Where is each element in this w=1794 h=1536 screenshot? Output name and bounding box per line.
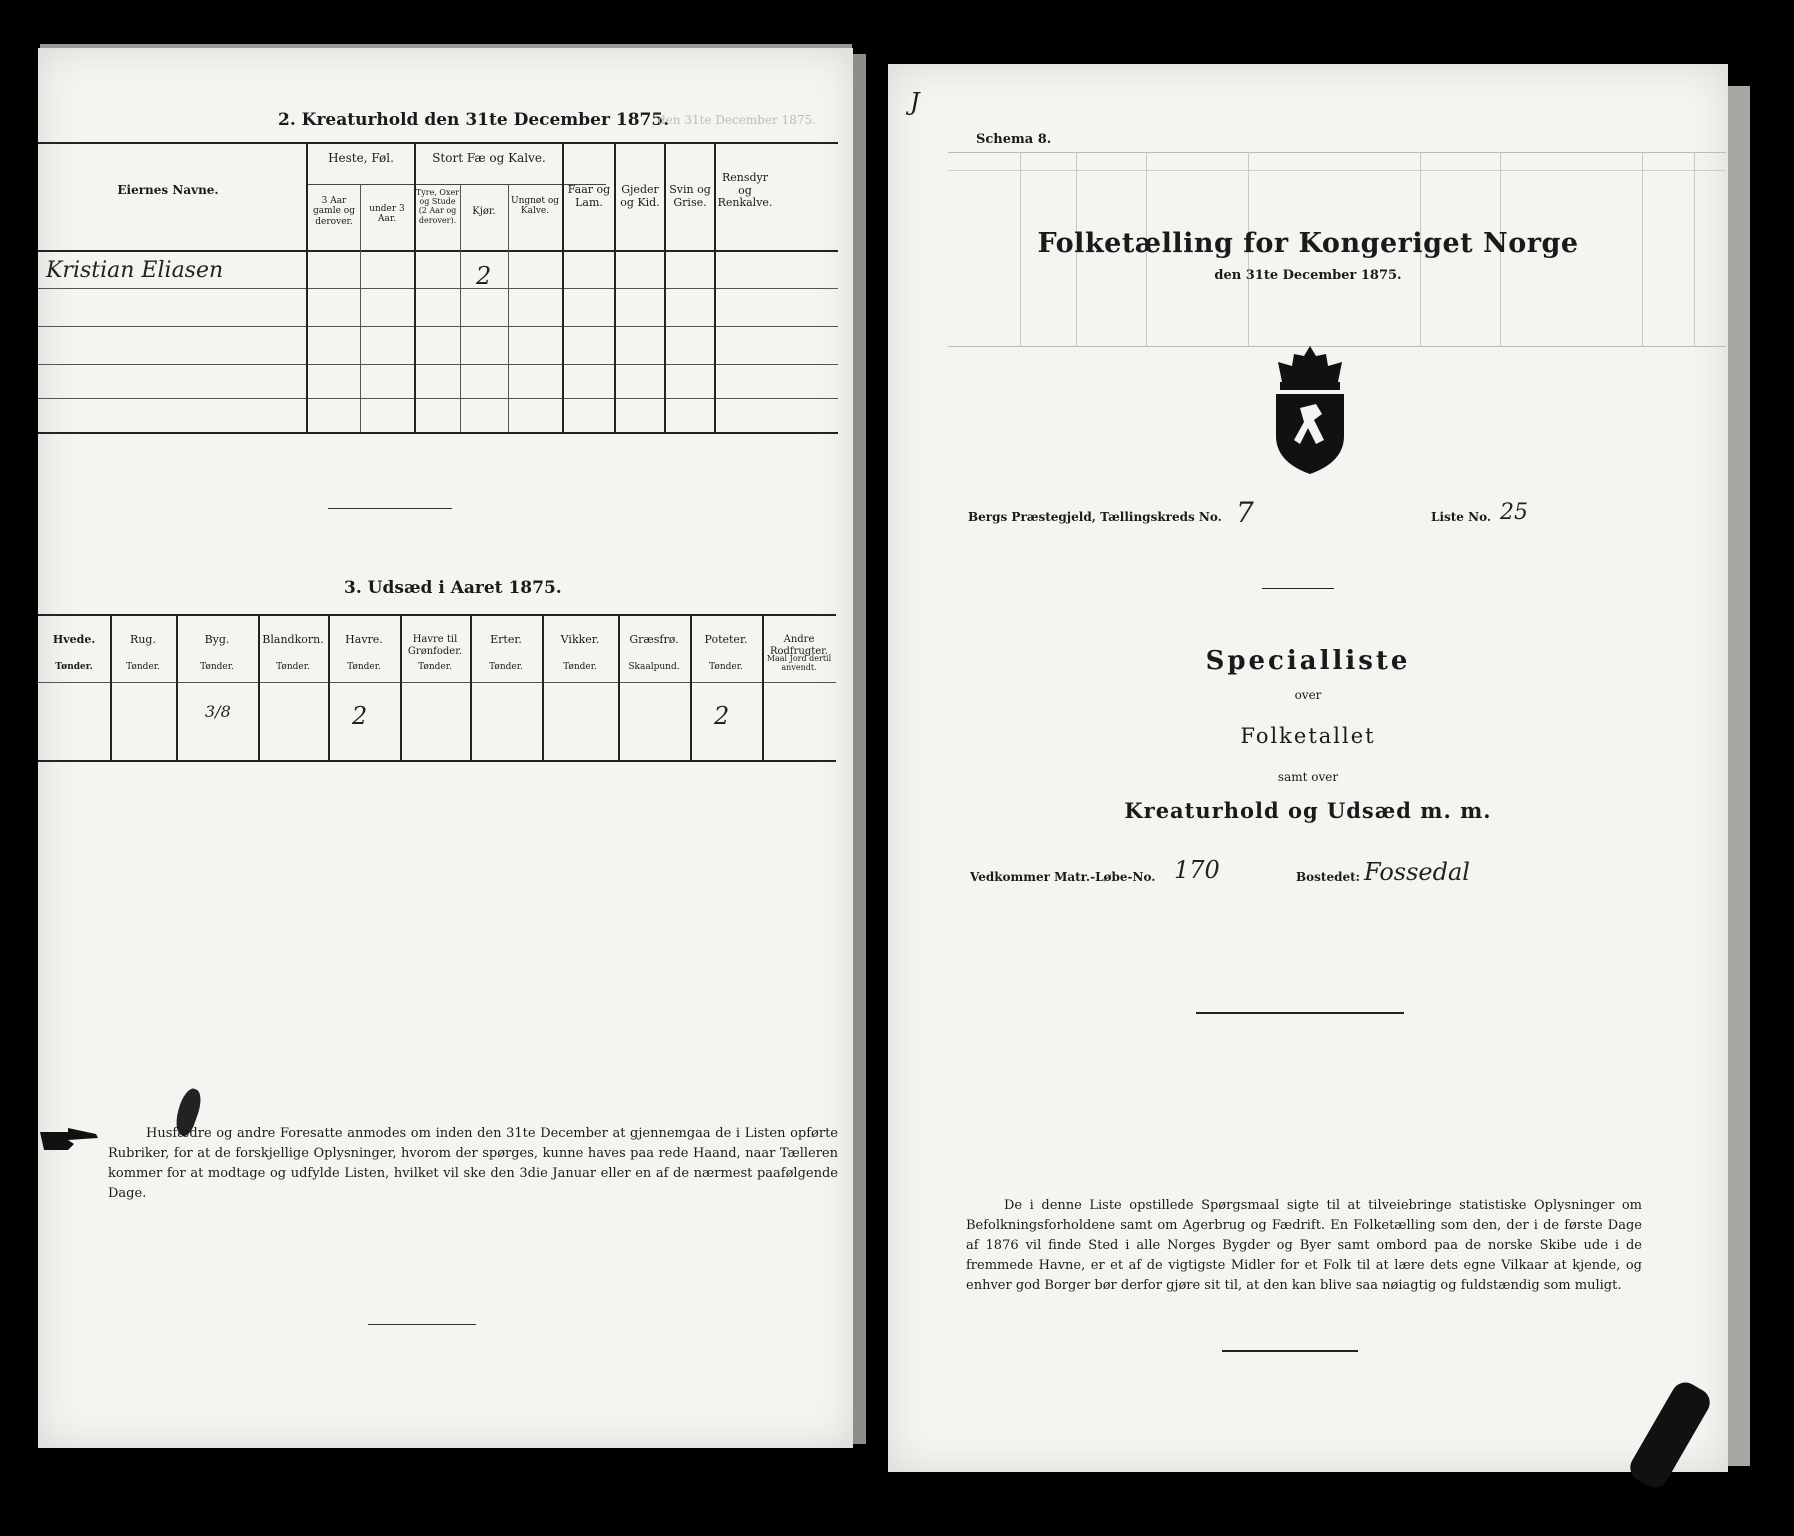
parish-value: 7 <box>1236 496 1254 529</box>
schema-label: Schema 8. <box>976 132 1052 147</box>
seed-unit: Tønder. <box>200 662 234 672</box>
seed-unit: Tønder. <box>563 662 597 672</box>
info-paragraph: De i denne Liste opstillede Spørgsmaal sigte til at tilveiebringe statistiske Oplysninger om Befolkningsforholdene samt om Agerbrug og Fædrift. En Folketælling som den, der i de første Dage af 1876 vil finde Sted i alle Norges Bygder og Byer samt ombord paa de norske Skibe ude i de fremmede Havne, er et af de vigtigste Midler for et Folk til at lære dets egne Vilkaar at kjende, og enhver god Borger bør derfor gjøre sit til, at den kan blive saa nøiagtig og fuldstændig som muligt. <box>966 1198 1642 1293</box>
pointing-hand-icon <box>38 1126 102 1152</box>
seed-header: Erter. <box>490 633 522 646</box>
list-label: Liste No. <box>1431 510 1492 524</box>
bleed-text: den 31te December 1875. <box>658 113 816 127</box>
seed-unit: Tønder. <box>489 662 523 672</box>
seed-header: Græsfrø. <box>629 633 679 646</box>
seed-unit: Skaalpund. <box>628 662 680 672</box>
specialliste-title: Specialliste <box>1205 646 1411 676</box>
seed-header: Byg. <box>204 633 230 646</box>
horses-young-header: under 3 Aar. <box>369 204 405 225</box>
seed-header: Rug. <box>130 633 156 646</box>
seed-unit: Tønder. <box>55 662 93 672</box>
divider <box>1196 1012 1404 1014</box>
section2-title: 2. Kreaturhold den 31te December 1875. <box>278 110 670 130</box>
seed-value: 3/8 <box>205 702 231 721</box>
cows-header: Kjør. <box>472 206 496 217</box>
kreaturhold-title: Kreaturhold og Udsæd m. m. <box>1124 798 1492 823</box>
list-value: 25 <box>1500 500 1528 525</box>
corner-mark: J <box>910 88 920 116</box>
seed-unit: Tønder. <box>418 662 452 672</box>
bulls-header: Tyre, Oxer og Stude (2 Aar og derover). <box>415 188 460 225</box>
subtitle: den 31te December 1875. <box>1214 268 1402 283</box>
folketallet-text: Folketallet <box>1240 724 1376 748</box>
owner-name: Kristian Eliasen <box>46 258 224 283</box>
goats-header: Gjeder og Kid. <box>620 183 660 209</box>
seed-header: Havre til Grønfoder. <box>407 634 463 657</box>
seed-unit: Tønder. <box>126 662 160 672</box>
seed-value: 2 <box>714 702 730 730</box>
horses-old-header: 3 Aar gamle og derover. <box>313 196 355 227</box>
pigs-header: Svin og Grise. <box>669 183 711 209</box>
divider <box>1222 1350 1358 1352</box>
matr-value: 170 <box>1174 856 1220 884</box>
right-page <box>888 64 1728 1472</box>
divider <box>1262 588 1334 589</box>
seed-unit: Tønder. <box>276 662 310 672</box>
notice-paragraph: Husfædre og andre Foresatte anmodes om inden den 31te December at gjennemgaa de i Listen opførte Rubriker, for at de forskjellige Oplysninger, hvorom der spørges, kunne haves paa rede Haand, naar Tælleren kommer for at modtage og udfylde Listen, hvilket vil ske den 3die Januar eller en af de nærmest paafølgende Dage. <box>108 1126 838 1201</box>
parish-label: Bergs Præstegjeld, Tællingskreds No. <box>968 510 1222 524</box>
owner-header: Eiernes Navne. <box>117 183 219 197</box>
notice-text <box>108 1124 838 1204</box>
seed-header: Hvede. <box>52 633 96 646</box>
seed-unit: Tønder. <box>709 662 743 672</box>
section3-title: 3. Udsæd i Aaret 1875. <box>344 578 562 598</box>
seed-header: Havre. <box>345 633 383 646</box>
samt-over-text: samt over <box>1277 770 1339 784</box>
horses-header: Heste, Føl. <box>328 151 394 165</box>
matr-label: Vedkommer Matr.-Løbe-No. <box>970 870 1156 884</box>
info-text <box>966 1196 1642 1296</box>
reindeer-header: Rensdyr og Renkalve. <box>717 171 773 210</box>
over-text: over <box>1294 688 1322 702</box>
main-title: Folketælling for Kongeriget Norge <box>1037 228 1579 259</box>
left-page <box>38 48 853 1448</box>
seed-unit: Tønder. <box>347 662 381 672</box>
seed-header: Blandkorn. <box>262 633 324 646</box>
bosted-label: Bostedet: <box>1296 870 1361 884</box>
norwegian-coat-of-arms-icon <box>1264 344 1356 476</box>
seed-unit: Maal Jord dertil anvendt. <box>766 654 832 673</box>
cattle-header: Stort Fæ og Kalve. <box>432 151 546 165</box>
bosted-value: Fossedal <box>1364 858 1470 886</box>
seed-header: Poteter. <box>704 633 748 646</box>
sheep-header: Faar og Lam. <box>567 183 611 209</box>
young-cattle-header: Ungnøt og Kalve. <box>510 196 559 217</box>
seed-value: 2 <box>352 702 368 730</box>
cows-value: 2 <box>476 262 492 290</box>
seed-header: Andre Rodfrugter. <box>769 634 829 657</box>
seed-header: Vikker. <box>560 633 600 646</box>
